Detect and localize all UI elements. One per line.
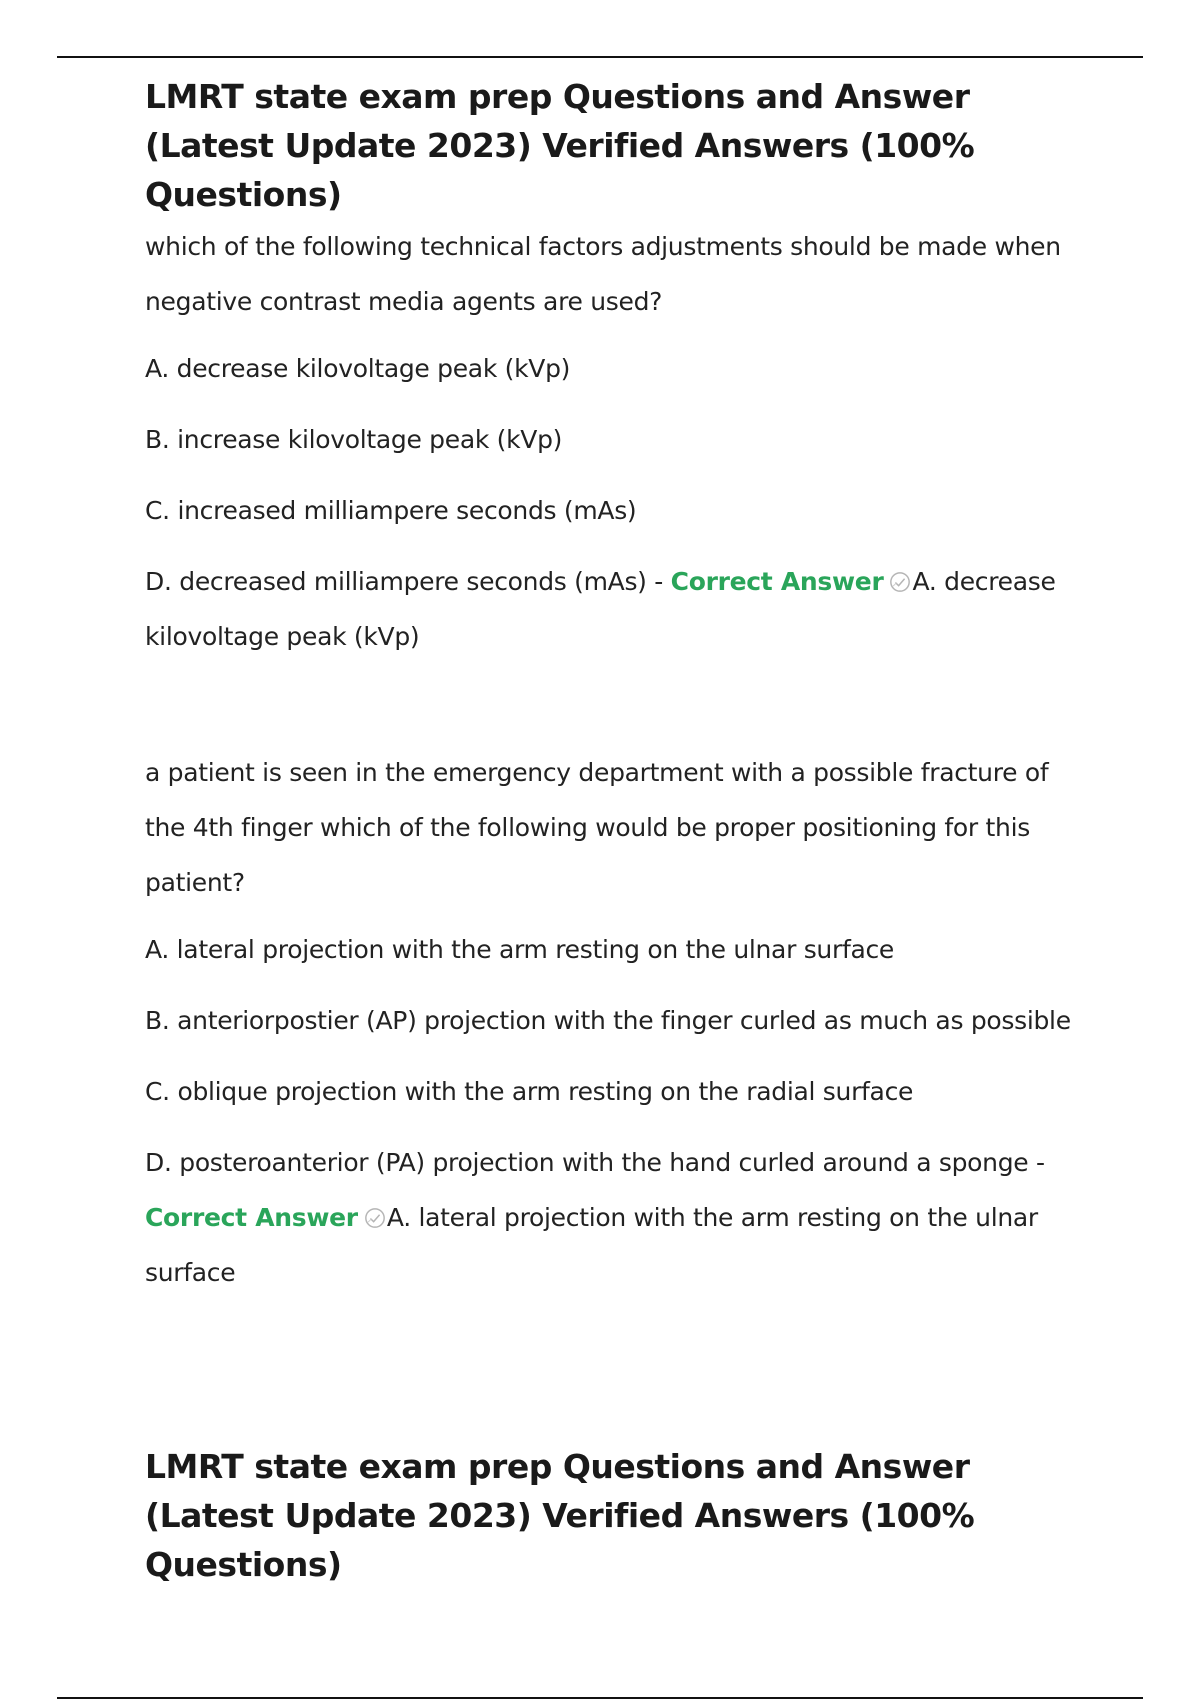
bottom-rule: [57, 1697, 1143, 1699]
question-1-option-a: A. decrease kilovoltage peak (kVp): [145, 354, 571, 383]
question-1-option-b: B. increase kilovoltage peak (kVp): [145, 425, 563, 454]
document-footer-title: LMRT state exam prep Questions and Answer (Latest Update 2023) Verified Answers (100% Questions): [145, 1447, 975, 1584]
check-circle-icon: [889, 571, 911, 593]
question-1: [145, 219, 1085, 664]
correct-answer-label: Correct Answer: [145, 1203, 358, 1232]
question-1-option-c: C. increased milliampere seconds (mAs): [145, 496, 637, 525]
question-1-answer: A. decrease kilovoltage peak (kVp): [145, 567, 1056, 651]
question-2-option-d: D. posteroanterior (PA) projection with the hand curled around a sponge -: [145, 1148, 1045, 1177]
question-2-option-c: C. oblique projection with the arm resting on the radial surface: [145, 1077, 914, 1106]
question-2-option-b: B. anteriorpostier (AP) projection with the finger curled as much as possible: [145, 1006, 1071, 1035]
question-2-answer: A. lateral projection with the arm resting on the ulnar surface: [145, 1203, 1038, 1287]
question-2-option-d-with-answer: [145, 1135, 1085, 1300]
top-rule: [57, 56, 1143, 58]
question-2: [145, 745, 1085, 1300]
question-2-option-a: A. lateral projection with the arm resting on the ulnar surface: [145, 935, 894, 964]
question-1-option-d: D. decreased milliampere seconds (mAs) -: [145, 567, 663, 596]
question-1-option-d-with-answer: [145, 554, 1085, 664]
spacer: [145, 1300, 1085, 1442]
correct-answer-label: Correct Answer: [670, 567, 884, 596]
question-1-text: which of the following technical factors adjustments should be made when negative contrast media agents are used?: [145, 232, 1061, 316]
spacer: [145, 664, 1085, 745]
document-page: [145, 72, 1085, 1589]
question-2-text: a patient is seen in the emergency department with a possible fracture of the 4th finger which of the following would be proper positioning for this patient?: [145, 758, 1049, 897]
check-circle-icon: [364, 1207, 386, 1229]
document-title: LMRT state exam prep Questions and Answer (Latest Update 2023) Verified Answers (100% Questions): [145, 77, 975, 214]
